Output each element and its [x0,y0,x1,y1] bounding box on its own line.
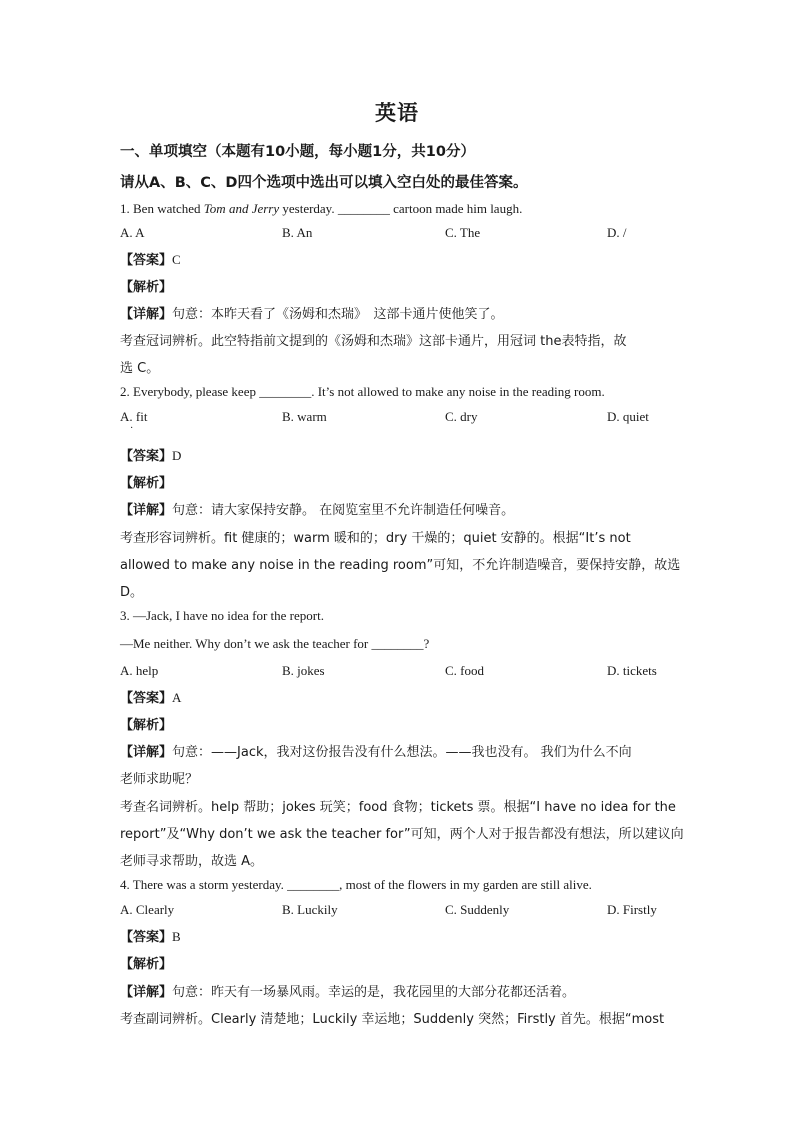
question-1-explain-2: 选 C。 [120,361,160,376]
question-3-explain-3: 老师寻求帮助，故选 A。 [120,854,264,869]
question-3-stem: 3. —Jack, I have no idea for the report. [120,608,324,623]
option-a: A. fit [120,409,148,424]
question-2-stem: 2. Everybody, please keep ________. It’s not allowed to make any noise in the reading room. [120,384,605,399]
question-2-explain-1: 考查形容词辨析。fit 健康的；warm 暖和的；dry 干燥的；quiet 安静的。根据“It’s not [120,531,631,546]
option-b: B. jokes [282,663,325,678]
option-d: D. / [607,225,627,240]
section-instruction: 请从A、B、C、D四个选项中选出可以填入空白处的最佳答案。 [120,175,528,191]
question-3-options [120,663,680,681]
question-4-analysis: 【解析】 [120,957,173,972]
question-1-answer: 【答案】C [120,252,181,268]
question-1-options [120,225,680,243]
option-d: D. tickets [607,663,657,678]
question-2-answer: 【答案】D [120,448,182,464]
question-1-analysis: 【解析】 [120,280,173,295]
question-3-analysis: 【解析】 [120,718,173,733]
title-italic: Tom and Jerry [203,201,280,216]
option-b: B. warm [282,409,327,424]
option-b: B. Luckily [282,902,338,917]
question-3-explain-1: 考查名词辨析。help 帮助；jokes 玩笑；food 食物；tickets 票。根据“I have no idea for the [120,800,676,815]
question-3-answer: 【答案】A [120,690,182,706]
question-1-detail: 【详解】句意：本昨天看了《汤姆和杰瑞》 这部卡通片使他笑了。 [120,307,504,322]
option-b: B. An [282,225,313,240]
question-4-explain-1: 考查副词辨析。Clearly 清楚地；Luckily 幸运地；Suddenly 突然；Firstly 首先。根据“most [120,1012,665,1027]
question-1-stem: 1. Ben watched Tom and Jerry yesterday. ________ cartoon made him laugh. [120,201,523,216]
question-3-explain-2: report”及“Why don’t we ask the teacher for”可知，两个人对于报告都没有想法，所以建议向 [120,827,684,842]
stray-dot: · [130,423,134,434]
question-3-stem-2: —Me neither. Why don’t we ask the teacher for ________? [120,636,430,651]
question-3-detail-2: 老师求助呢？ [120,772,199,787]
question-2-analysis: 【解析】 [120,476,173,491]
question-4-answer: 【答案】B [120,929,181,945]
option-a: A. Clearly [120,902,175,917]
question-1-explain-1: 考查冠词辨析。此空特指前文提到的《汤姆和杰瑞》这部卡通片，用冠词 the表特指，故 [120,334,627,349]
option-d: D. Firstly [607,902,657,917]
question-4-options [120,902,680,920]
option-a: A. help [120,663,159,678]
section-heading: 一、单项填空（本题有10小题，每小题1分，共10分） [120,144,475,160]
question-2-explain-2: allowed to make any noise in the reading room”可知，不允许制造噪音，要保持安静，故选 [120,558,681,573]
question-2-explain-3: D。 [120,585,144,600]
option-a: A. A [120,225,145,240]
question-2-detail: 【详解】句意：请大家保持安静。 在阅览室里不允许制造任何噪音。 [120,503,515,518]
question-3-detail: 【详解】句意：——Jack，我对这份报告没有什么想法。——我也没有。 我们为什么不向 [120,745,632,760]
question-2-options [120,409,680,427]
page-title: 英语 [375,101,419,125]
option-c: C. Suddenly [445,902,510,917]
question-4-detail: 【详解】句意：昨天有一场暴风雨。幸运的是，我花园里的大部分花都还活着。 [120,985,576,1000]
option-d: D. quiet [607,409,649,424]
option-c: C. dry [445,409,478,424]
option-c: C. food [445,663,484,678]
question-4-stem: 4. There was a storm yesterday. ________, most of the flowers in my garden are still alive. [120,877,592,892]
option-c: C. The [445,225,481,240]
